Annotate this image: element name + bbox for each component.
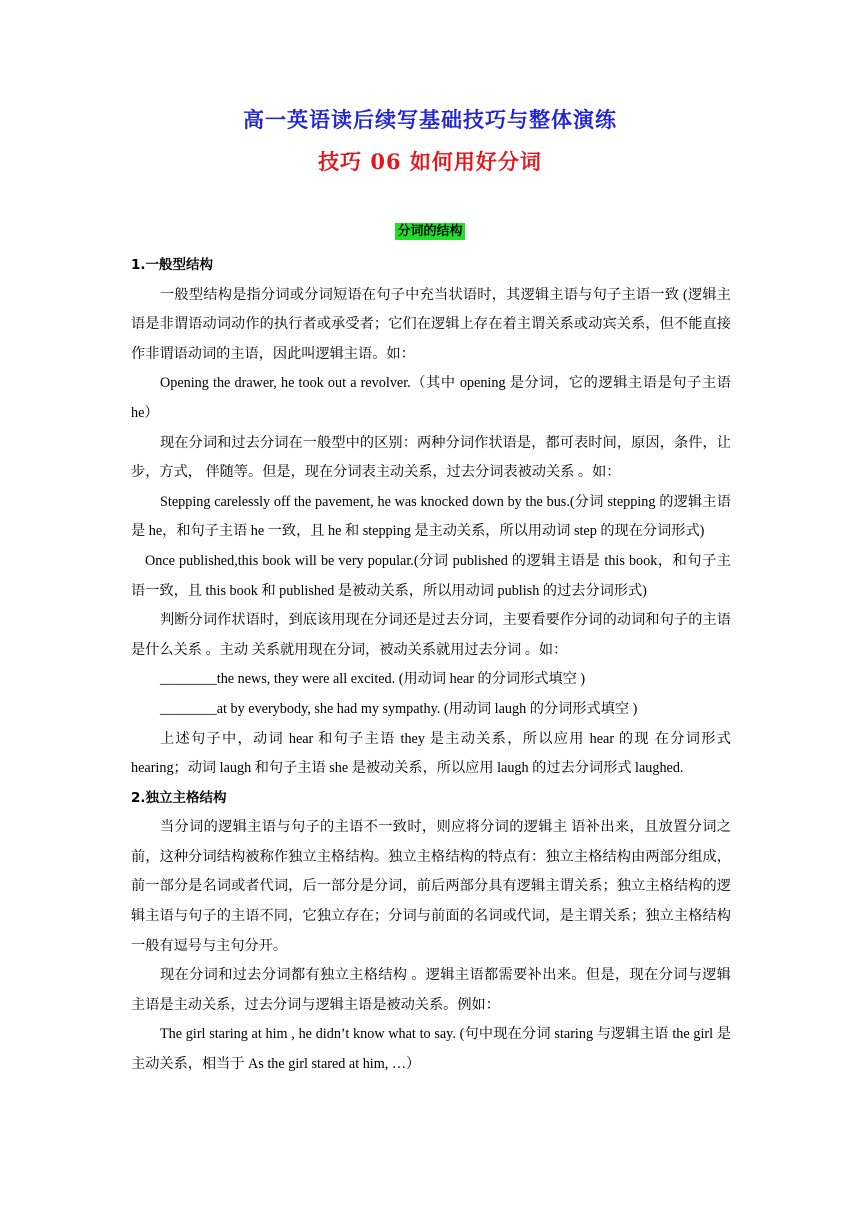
paragraph: Stepping carelessly off the pavement, he was knocked down by the bus.(分词 stepping 的逻辑主语是 he，和句子主语 he 一致，且 he 和 stepping 是主动关系，所以用动词 step 的现在分词形式) [131,493,731,540]
document-subtitle: 技巧 06 如何用好分词 [318,149,542,174]
section-label-wrapper [0,220,860,240]
document-body [131,251,731,1080]
document-title: 高一英语读后续写基础技巧与整体演练 [243,107,617,132]
paragraph: 现在分词和过去分词都有独立主格结构 。逻辑主语都需要补出来。但是，现在分词与逻辑主语是主动关系，过去分词与逻辑主语是被动关系。例如： [131,967,731,1013]
paragraph: 一般型结构是指分词或分词短语在句子中充当状语时，其逻辑主语与句子主语一致 (逻辑主语是非谓语动词动作的执行者或承受者；它们在逻辑上存在着主谓关系或动宾关系，但不能直接作非谓语动词的主语，因此叫逻辑主语。如： [131,286,731,362]
paragraph: The girl staring at him , he didn’t know what to say. (句中现在分词 staring 与逻辑主语 the girl 是主动关系，相当于 As the girl stared at him, …） [131,1026,731,1073]
paragraph: 当分词的逻辑主语与句子的主语不一致时，则应将分词的逻辑主 语补出来，且放置分词之前，这种分词结构被称作独立主格结构。独立主格结构的特点有：独立主格结构由两部分组成，前一部分是名词或者代词，后一部分是分词，前后两部分具有逻辑主谓关系；独立主格结构的逻辑主语与句子的主语不同，它独立存在；分词与前面的名词或代词，是主谓关系；独立主格结构一般有逗号与主句分开。 [131,819,731,954]
section-heading: 2.独立主格结构 [131,789,227,806]
section-label: 分词的结构 [397,224,463,239]
exercise-sentence: ________at by everybody, she had my sympathy. (用动词 laugh 的分词形式填空 ) [160,700,638,717]
section-heading: 1.一般型结构 [131,257,214,273]
paragraph: 现在分词和过去分词在一般型中的区别：两种分词作状语是，都可表时间，原因，条件，让步，方式， 伴随等。但是，现在分词表主动关系，过去分词表被动关系 。如： [131,434,731,481]
paragraph: 判断分词作状语时，到底该用现在分词还是过去分词，主要看要作分词的动词和句子的主语是什么关系 。主动 关系就用现在分词，被动关系就用过去分词 。如： [131,612,731,658]
paragraph: 上述句子中，动词 hear 和句子主语 they 是主动关系，所以应用 hear 的现 在分词形式 hearing；动词 laugh 和句子主语 she 是被动关系，所以应用 laugh 的过去分词形式 laughed. [131,730,731,777]
paragraph: Once published,this book will be very popular.(分词 published 的逻辑主语是 this book，和句子主语一致，且 this book 和 published 是被动关系，所以用动词 publish 的过去分词形式) [131,552,731,599]
exercise-sentence: ________the news, they were all excited. (用动词 hear 的分词形式填空 ) [160,671,586,688]
paragraph: Opening the drawer, he took out a revolver.（其中 opening 是分词，它的逻辑主语是句子主语 he） [131,375,731,421]
